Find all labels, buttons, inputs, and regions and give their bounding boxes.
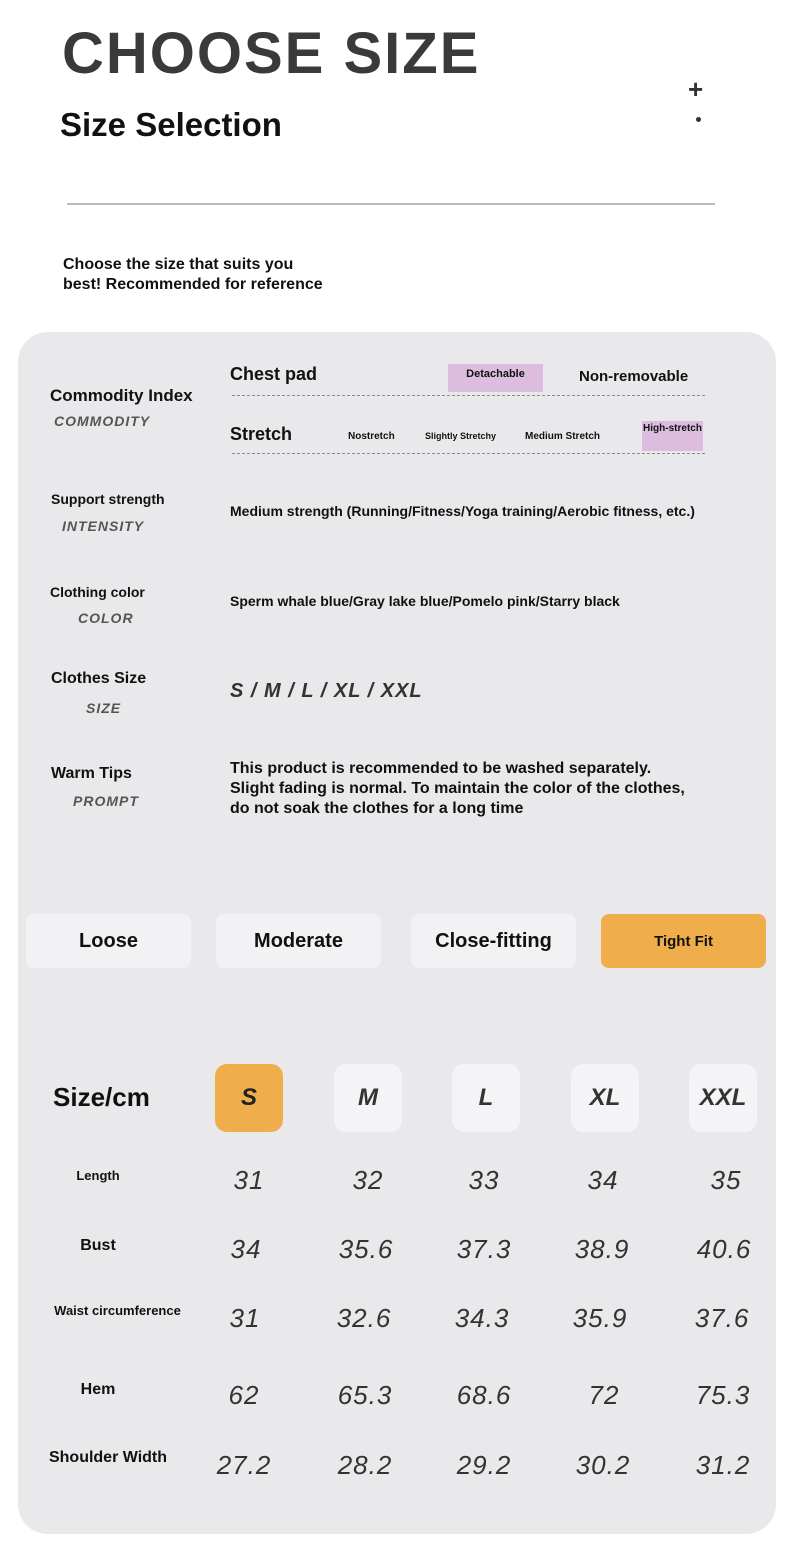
table-cell: 37.3 (456, 1234, 512, 1264)
row-label-length: Length (76, 1168, 120, 1183)
table-cell: 75.3 (695, 1380, 751, 1410)
table-cell: 34 (587, 1165, 619, 1195)
size-button-m[interactable]: M (334, 1064, 402, 1132)
table-cell: 32 (352, 1165, 384, 1195)
table-cell: 33 (468, 1165, 500, 1195)
size-sublabel: SIZE (86, 700, 122, 716)
dot-icon (696, 117, 701, 122)
table-cell: 62 (228, 1380, 260, 1410)
header-divider (67, 203, 715, 205)
intro-text: Choose the size that suits you best! Recommended for reference (63, 256, 323, 293)
table-cell: 34.3 (454, 1303, 510, 1333)
fit-tab-close-fitting[interactable]: Close-fitting (411, 914, 576, 968)
stretch-divider (232, 453, 705, 454)
chest-pad-label: Chest pad (230, 364, 318, 384)
commodity-label: Commodity Index (50, 386, 193, 405)
support-label: Support strength (51, 491, 165, 507)
tips-label: Warm Tips (51, 765, 132, 782)
page-title: CHOOSE SIZE (62, 21, 481, 86)
support-value: Medium strength (Running/Fitness/Yoga training/Aerobic fitness, etc.) (230, 503, 695, 519)
table-cell: 35 (710, 1165, 742, 1195)
chest-pad-option-non-removable: Non-removable (579, 368, 689, 385)
table-cell: 40.6 (696, 1234, 752, 1264)
stretch-option-nostretch: Nostretch (348, 431, 395, 442)
support-sublabel: INTENSITY (62, 518, 145, 534)
page-subtitle: Size Selection (60, 106, 282, 143)
stretch-option-slightly: Slightly Stretchy (425, 431, 497, 441)
row-label-bust: Bust (80, 1237, 116, 1254)
table-cell: 35.6 (338, 1234, 394, 1264)
table-cell: 28.2 (337, 1450, 393, 1480)
table-cell: 30.2 (575, 1450, 631, 1480)
color-value: Sperm whale blue/Gray lake blue/Pomelo pink/Starry black (230, 593, 620, 609)
size-button-s[interactable]: S (215, 1064, 283, 1132)
table-cell: 37.6 (694, 1303, 750, 1333)
table-cell: 32.6 (336, 1303, 392, 1333)
row-label-waist: Waist circumference (54, 1303, 181, 1318)
size-label: Clothes Size (51, 670, 147, 687)
table-cell: 29.2 (456, 1450, 512, 1480)
plus-icon: + (688, 74, 704, 104)
table-cell: 72 (588, 1380, 620, 1410)
table-cell: 31 (233, 1165, 265, 1195)
table-cell: 38.9 (574, 1234, 630, 1264)
table-cell: 65.3 (337, 1380, 393, 1410)
table-cell: 35.9 (572, 1303, 628, 1333)
row-label-shoulder: Shoulder Width (48, 1449, 168, 1466)
fit-tab-moderate[interactable]: Moderate (216, 914, 381, 968)
table-cell: 31 (229, 1303, 261, 1333)
row-label-hem: Hem (80, 1381, 116, 1398)
fit-tab-loose[interactable]: Loose (26, 914, 191, 968)
size-button-xxl[interactable]: XXL (689, 1064, 757, 1132)
stretch-label: Stretch (230, 424, 293, 444)
table-cell: 68.6 (456, 1380, 512, 1410)
size-button-xl[interactable]: XL (571, 1064, 639, 1132)
color-sublabel: COLOR (78, 610, 134, 626)
table-cell: 31.2 (695, 1450, 751, 1480)
size-value: S / M / L / XL / XXL (230, 680, 423, 702)
stretch-option-high: High-stretch (642, 421, 703, 451)
stretch-option-medium: Medium Stretch (525, 431, 601, 442)
tips-value: This product is recommended to be washed separately. Slight fading is normal. To maintain the color of the clothes, do not soak the clothes for a long time (230, 760, 685, 817)
chest-pad-option-detachable: Detachable (448, 364, 543, 392)
size-table-header: Size/cm (53, 1082, 150, 1112)
fit-tab-tight-fit[interactable]: Tight Fit (601, 914, 766, 968)
tips-sublabel: PROMPT (73, 793, 139, 809)
chest-pad-divider (232, 395, 705, 396)
size-button-l[interactable]: L (452, 1064, 520, 1132)
table-cell: 34 (230, 1234, 262, 1264)
commodity-sublabel: COMMODITY (54, 413, 151, 429)
table-cell: 27.2 (216, 1450, 272, 1480)
color-label: Clothing color (50, 584, 145, 600)
